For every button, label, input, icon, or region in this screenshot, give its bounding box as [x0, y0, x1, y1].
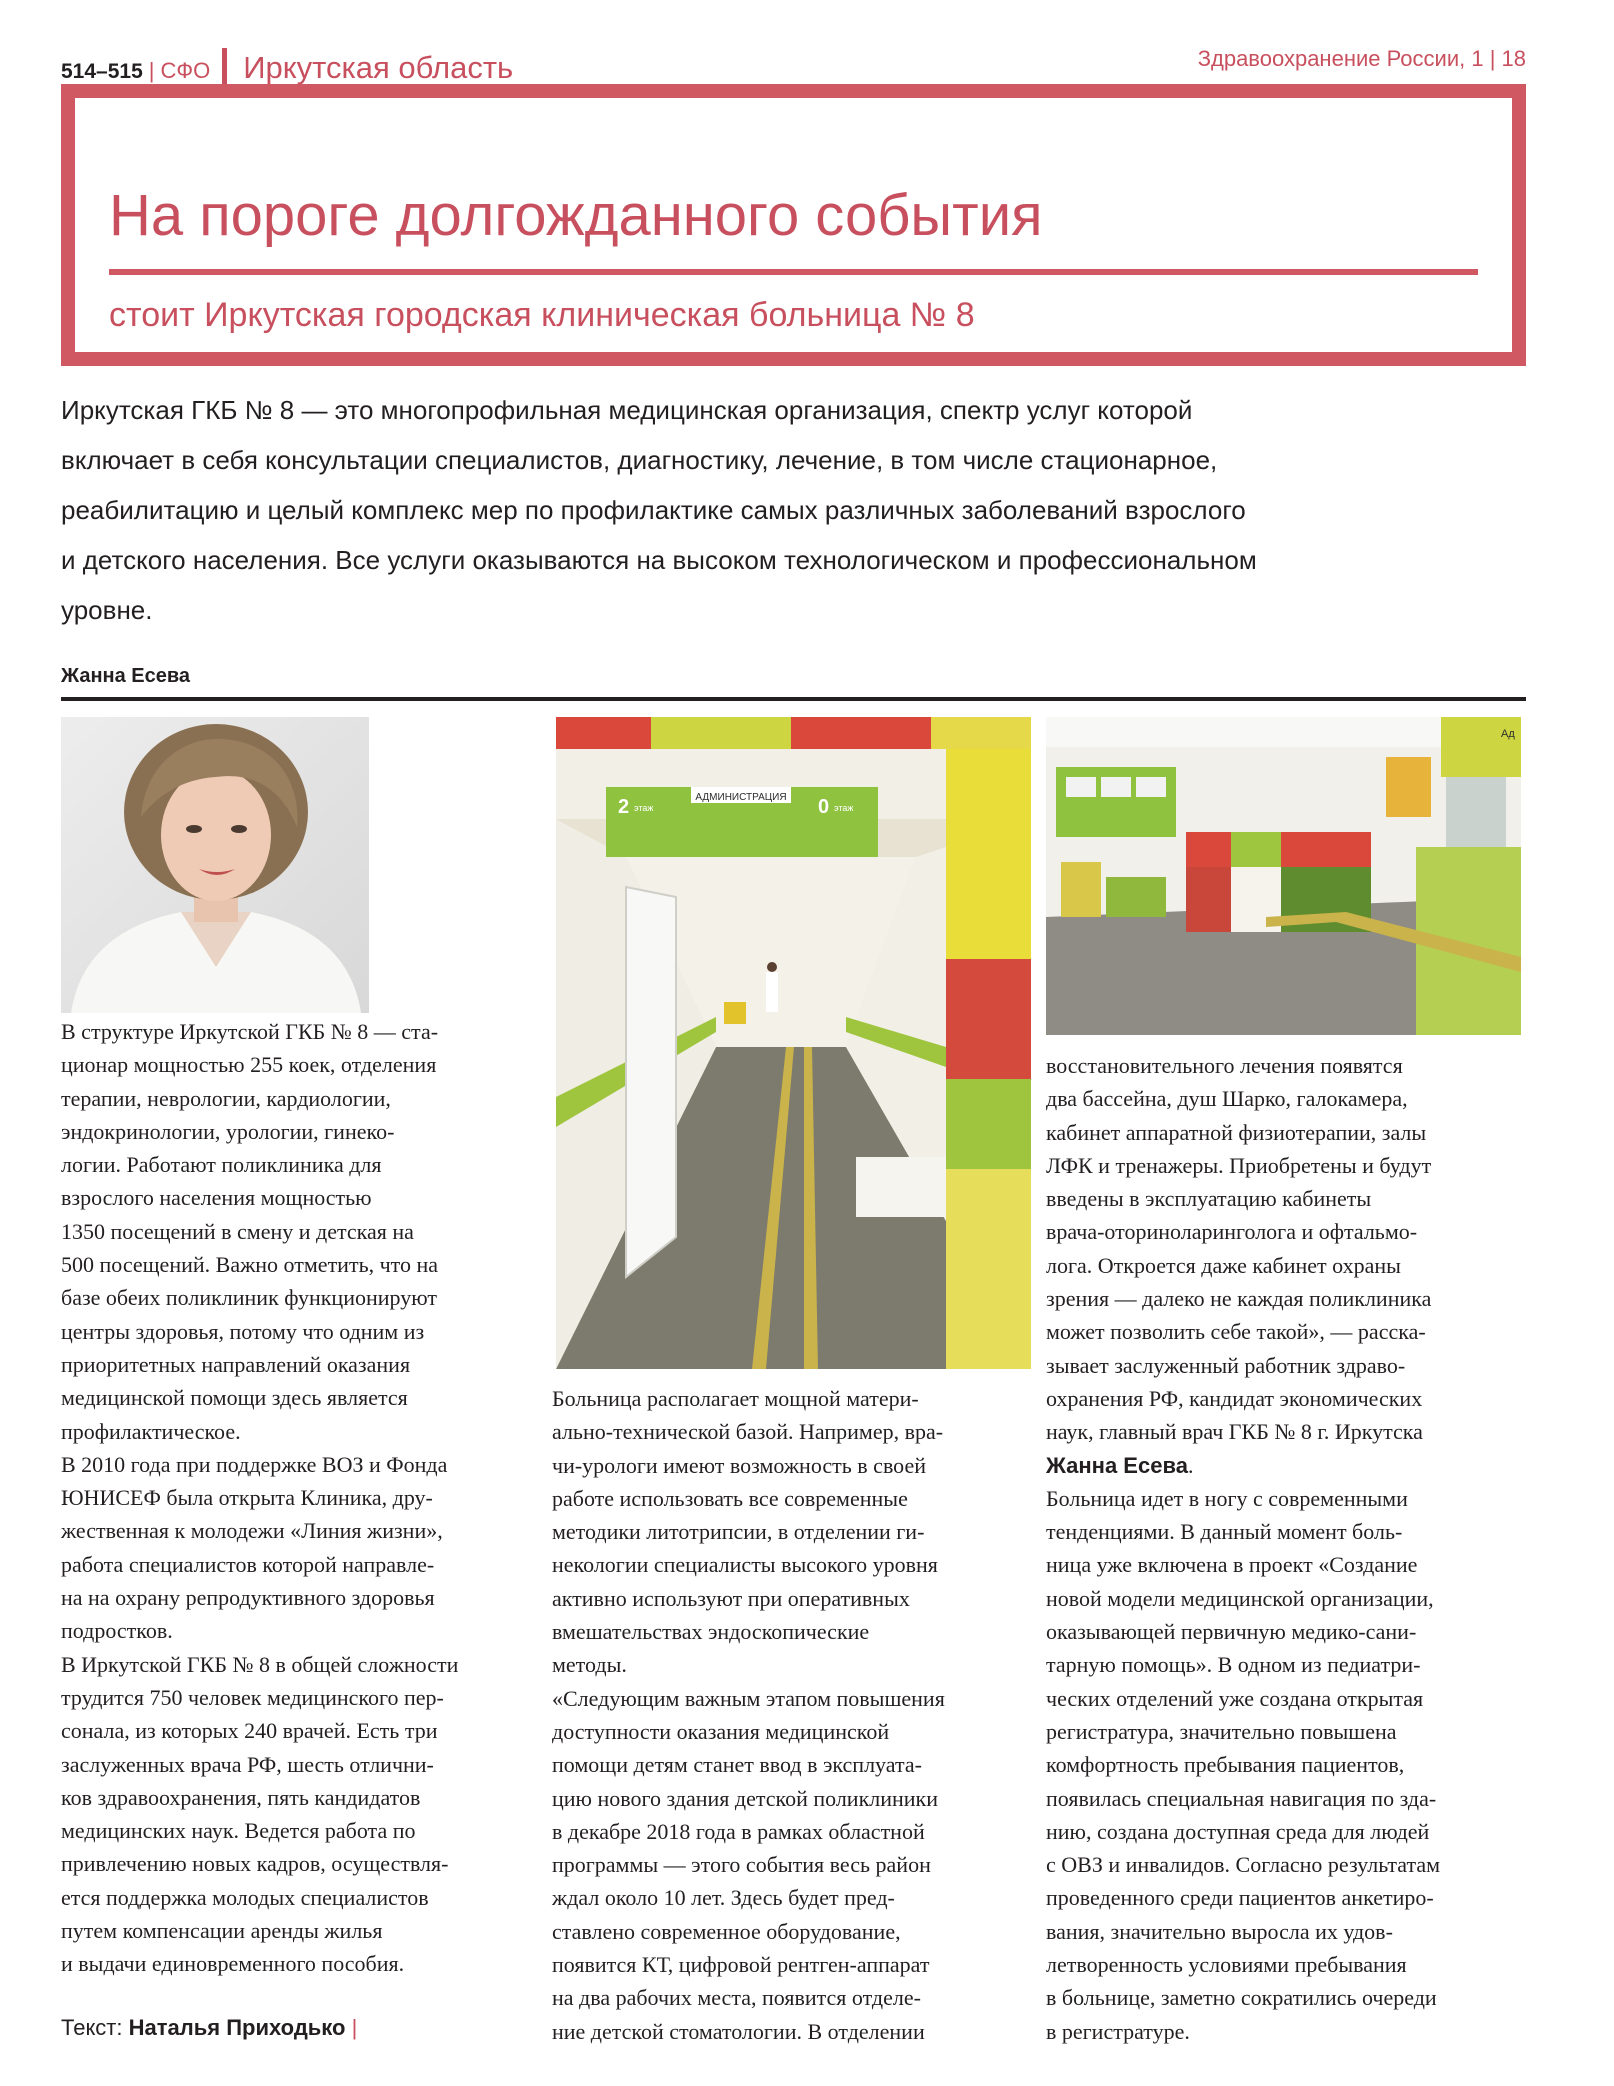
text-line: работа специалистов которой направле- — [61, 1551, 435, 1577]
text-line: доступности оказания медицинской — [552, 1718, 890, 1744]
portrait-illustration — [61, 717, 369, 1013]
text-line: ждал около 10 лет. Здесь будет пред- — [552, 1885, 895, 1911]
text-line: подростков. — [61, 1618, 173, 1644]
hall-photo — [1046, 717, 1521, 1035]
credit-label: Текст: — [61, 2015, 123, 2040]
corridor-illustration — [556, 717, 1031, 1369]
text-line: методы. — [552, 1652, 627, 1678]
text-line: ционар мощностью 255 коек, отделения — [61, 1052, 437, 1078]
text-line: ально-технической базой. Например, вра- — [552, 1419, 944, 1445]
text-line: привлечению новых кадров, осуществля- — [61, 1851, 449, 1877]
text-line: нию, создана доступная среда для людей — [1046, 1818, 1430, 1844]
text-line: охранения РФ, кандидат экономических — [1046, 1385, 1423, 1411]
text-line: трудится 750 человек медицинского пер- — [61, 1684, 444, 1710]
text-line: вмешательствах эндоскопические — [552, 1619, 870, 1645]
column-3 — [1046, 1049, 1516, 2048]
text-line: ние детской стоматологии. В отделении — [552, 2018, 925, 2044]
portrait-photo — [61, 717, 369, 1013]
credit-author: Наталья Приходько — [128, 2015, 346, 2040]
section-label: СФО — [160, 58, 211, 83]
text-line: базе обеих поликлиник функционируют — [61, 1285, 437, 1311]
text-line: Больница идет в ногу с современными — [1046, 1485, 1408, 1511]
text-line: путем компенсации аренды жилья — [61, 1918, 383, 1944]
text-line: на на охрану репродуктивного здоровья — [61, 1585, 435, 1611]
text-line: чи-урологи имеют возможность в своей — [552, 1452, 926, 1478]
photo-author-caption: Жанна Есева — [61, 665, 191, 687]
region-label: Иркутская область — [243, 50, 514, 85]
text-line: Больница располагает мощной матери- — [552, 1386, 919, 1411]
lead-line: и детского населения. Все услуги оказываются на высоком технологическом и профессиональном — [61, 545, 1257, 575]
text-line: некологии специалисты высокого уровня — [552, 1552, 938, 1578]
section-rule — [61, 697, 1526, 701]
text-line: терапии, неврологии, кардиологии, — [61, 1085, 391, 1111]
sign-right-word: этаж — [834, 803, 854, 813]
text-line: тарную помощь». В одном из педиатри- — [1046, 1652, 1421, 1678]
text-line: с ОВЗ и инвалидов. Согласно результатам — [1046, 1852, 1441, 1878]
text-line: врача-оториноларинголога и офтальмо- — [1046, 1219, 1418, 1245]
text-line: в больнице, заметно сократились очереди — [1046, 1985, 1437, 2011]
text-line: ЛФК и тренажеры. Приобретены и будут — [1046, 1152, 1432, 1178]
attribution-period: . — [1187, 1452, 1194, 1478]
text-line: зывает заслуженный работник здраво- — [1046, 1352, 1406, 1378]
lead-line: уровне. — [61, 595, 153, 625]
text-line: В 2010 года при поддержке ВОЗ и Фонда — [61, 1451, 448, 1477]
text-line: В Иркутской ГКБ № 8 в общей сложности — [61, 1651, 459, 1677]
article-subtitle: стоит Иркутская городская клиническая больница № 8 — [109, 296, 975, 334]
text-line: оказывающей первичную медико-сани- — [1046, 1619, 1417, 1645]
text-line: работе использовать все современные — [552, 1485, 908, 1511]
text-line: медицинских наук. Ведется работа по — [61, 1818, 416, 1844]
text-line: проведенного среди пациентов анкетиро- — [1046, 1885, 1434, 1911]
text-line: приоритетных направлений оказания — [61, 1351, 411, 1377]
text-line: цию нового здания детской поликлиники — [552, 1785, 939, 1811]
lead-paragraph — [61, 385, 1531, 635]
column-1 — [61, 1015, 531, 1981]
text-line: восстановительного лечения появятся — [1046, 1053, 1403, 1078]
text-line: тенденциями. В данный момент боль- — [1046, 1519, 1403, 1545]
text-line: ЮНИСЕФ была открыта Клиника, дру- — [61, 1485, 433, 1511]
text-line: сонала, из которых 240 врачей. Есть три — [61, 1718, 438, 1744]
text-line: программы — этого события весь район — [552, 1852, 931, 1878]
text-line: эндокринологии, урологии, гинеко- — [61, 1118, 395, 1144]
text-line: появится КТ, цифровой рентген-аппарат — [552, 1952, 930, 1978]
magazine-issue: Здравоохранение России, 1 | 18 — [1197, 46, 1526, 71]
text-line: может позволить себе такой», — расска- — [1046, 1319, 1426, 1345]
text-line: заслуженных врача РФ, шесть отлични- — [61, 1751, 434, 1777]
text-line: «Следующим важным этапом повышения — [552, 1685, 945, 1711]
lead-line: Иркутская ГКБ № 8 — это многопрофильная медицинская организация, спектр услуг которой — [61, 395, 1193, 425]
title-box — [61, 84, 1526, 366]
quote-attribution — [1046, 1449, 1516, 1482]
text-line: активно используют при оперативных — [552, 1585, 910, 1611]
text-line: два бассейна, душ Шарко, галокамера, — [1046, 1086, 1408, 1112]
sign-admin: АДМИНИСТРАЦИЯ — [695, 792, 787, 803]
text-line: центры здоровья, потому что одним из — [61, 1318, 425, 1344]
column-2 — [552, 1382, 1022, 2048]
text-line: летворенность условиями пребывания — [1046, 1952, 1407, 1978]
text-line: ческих отделений уже создана открытая — [1046, 1685, 1424, 1711]
sign-left-word: этаж — [634, 803, 654, 813]
text-line: ставлено современное оборудование, — [552, 1918, 901, 1944]
text-line: введены в эксплуатацию кабинеты — [1046, 1186, 1372, 1212]
text-line: ница уже включена в проект «Создание — [1046, 1552, 1418, 1578]
text-line: на два рабочих места, появится отделе- — [552, 1985, 921, 2011]
text-line: кабинет аппаратной физиотерапии, залы — [1046, 1119, 1427, 1145]
hall-sign: Ад — [1501, 728, 1515, 740]
header-separator: | — [148, 58, 155, 83]
text-line: методики литотрипсии, в отделении ги- — [552, 1519, 925, 1545]
article-title: На пороге долгожданного события — [109, 183, 1043, 248]
text-line: ется поддержка молодых специалистов — [61, 1884, 429, 1910]
text-line: 1350 посещений в смену и детская на — [61, 1218, 414, 1244]
sign-right-floor: 0 — [818, 796, 830, 818]
page-numbers: 514–515 — [61, 60, 143, 83]
corridor-photo — [556, 717, 1031, 1369]
text-line: регистратура, значительно повышена — [1046, 1718, 1397, 1744]
credit-bar: | — [351, 2015, 358, 2040]
text-line: комфортность пребывания пациентов, — [1046, 1752, 1405, 1778]
text-line: 500 посещений. Важно отметить, что на — [61, 1252, 439, 1278]
text-line: В структуре Иркутской ГКБ № 8 — ста- — [61, 1019, 439, 1044]
text-line: жественная к молодежи «Линия жизни», — [61, 1518, 443, 1544]
text-line: помощи детям станет ввод в эксплуата- — [552, 1752, 922, 1778]
text-line: и выдачи единовременного пособия. — [61, 1951, 405, 1977]
text-line: наук, главный врач ГКБ № 8 г. Иркутска — [1046, 1419, 1423, 1445]
text-line: в регистратуре. — [1046, 2018, 1190, 2044]
text-line: взрослого населения мощностью — [61, 1185, 372, 1211]
title-rule — [109, 269, 1478, 275]
chief-doctor-name: Жанна Есева — [1046, 1452, 1188, 1478]
text-line: профилактическое. — [61, 1418, 241, 1444]
sign-left-floor: 2 — [618, 796, 630, 818]
text-line: ков здравоохранения, пять кандидатов — [61, 1784, 421, 1810]
lead-line: реабилитацию и целый комплекс мер по профилактике самых различных заболеваний взрослого — [61, 495, 1246, 525]
text-line: в декабре 2018 года в рамках областной — [552, 1818, 925, 1844]
text-credit — [61, 2015, 357, 2041]
page-header — [61, 40, 1526, 85]
text-line: логии. Работают поликлиника для — [61, 1152, 382, 1178]
text-line: новой модели медицинской организации, — [1046, 1585, 1434, 1611]
text-line: зрения — далеко не каждая поликлиника — [1046, 1286, 1432, 1312]
text-line: лога. Откроется даже кабинет охраны — [1046, 1252, 1401, 1278]
text-line: вания, значительно выросла их удов- — [1046, 1918, 1393, 1944]
header-divider — [222, 48, 227, 86]
hall-illustration — [1046, 717, 1521, 1035]
text-line: появилась специальная навигация по зда- — [1046, 1785, 1437, 1811]
text-line: медицинской помощи здесь является — [61, 1385, 408, 1411]
header-left — [61, 40, 513, 86]
lead-line: включает в себя консультации специалистов, диагностику, лечение, в том числе стационарное, — [61, 445, 1218, 475]
